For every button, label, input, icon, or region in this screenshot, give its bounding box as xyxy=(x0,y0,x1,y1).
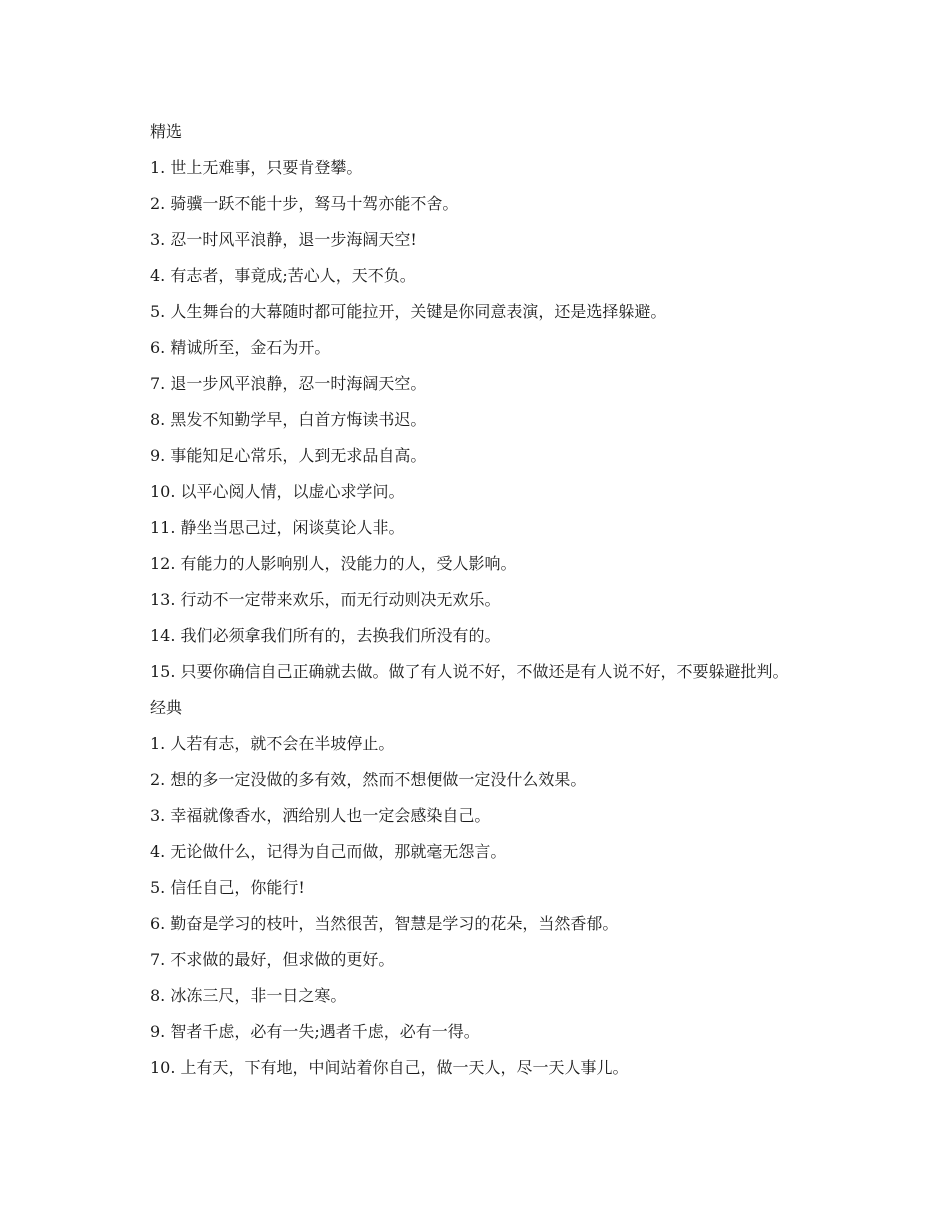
list-item: 9. 事能知足心常乐，人到无求品自高。 xyxy=(150,446,427,465)
list-item: 7. 不求做的最好，但求做的更好。 xyxy=(150,950,395,969)
section-classic xyxy=(114,697,832,1079)
list-item: 7. 退一步风平浪静，忍一时海阔天空。 xyxy=(150,374,427,393)
list-item: 5. 信任自己，你能行! xyxy=(150,878,305,897)
list-item: 2. 骑骥一跃不能十步，驽马十驾亦能不舍。 xyxy=(150,194,459,213)
section-featured xyxy=(114,121,832,683)
list-item: 12. 有能力的人影响别人，没能力的人，受人影响。 xyxy=(150,554,517,573)
list-item: 4. 有志者，事竟成;苦心人，天不负。 xyxy=(150,266,416,285)
list-item: 8. 冰冻三尺，非一日之寒。 xyxy=(150,986,347,1005)
list-item: 6. 精诚所至，金石为开。 xyxy=(150,338,331,357)
section-heading: 经典 xyxy=(150,698,183,717)
list-item: 1. 世上无难事，只要肯登攀。 xyxy=(150,158,363,177)
list-item: 6. 勤奋是学习的枝叶，当然很苦，智慧是学习的花朵，当然香郁。 xyxy=(150,914,619,933)
list-item: 8. 黑发不知勤学早，白首方悔读书迟。 xyxy=(150,410,427,429)
list-item: 3. 忍一时风平浪静，退一步海阔天空! xyxy=(150,230,417,249)
list-item: 3. 幸福就像香水，洒给别人也一定会感染自己。 xyxy=(150,806,491,825)
list-item: 10. 以平心阅人情，以虚心求学问。 xyxy=(150,482,405,501)
list-item: 2. 想的多一定没做的多有效，然而不想便做一定没什么效果。 xyxy=(150,770,587,789)
list-item: 5. 人生舞台的大幕随时都可能拉开，关键是你同意表演，还是选择躲避。 xyxy=(150,302,667,321)
list-item: 14. 我们必须拿我们所有的，去换我们所没有的。 xyxy=(150,626,501,645)
list-item: 10. 上有天，下有地，中间站着你自己，做一天人，尽一天人事儿。 xyxy=(150,1058,629,1077)
list-item: 11. 静坐当思己过，闲谈莫论人非。 xyxy=(150,518,405,537)
section-heading: 精选 xyxy=(150,122,183,141)
list-item: 15. 只要你确信自己正确就去做。做了有人说不好，不做还是有人说不好，不要躲避批判。 xyxy=(150,662,789,681)
list-item: 13. 行动不一定带来欢乐，而无行动则决无欢乐。 xyxy=(150,590,501,609)
list-item: 4. 无论做什么，记得为自己而做，那就毫无怨言。 xyxy=(150,842,507,861)
list-item: 1. 人若有志，就不会在半坡停止。 xyxy=(150,734,395,753)
list-item: 9. 智者千虑，必有一失;遇者千虑，必有一得。 xyxy=(150,1022,480,1041)
